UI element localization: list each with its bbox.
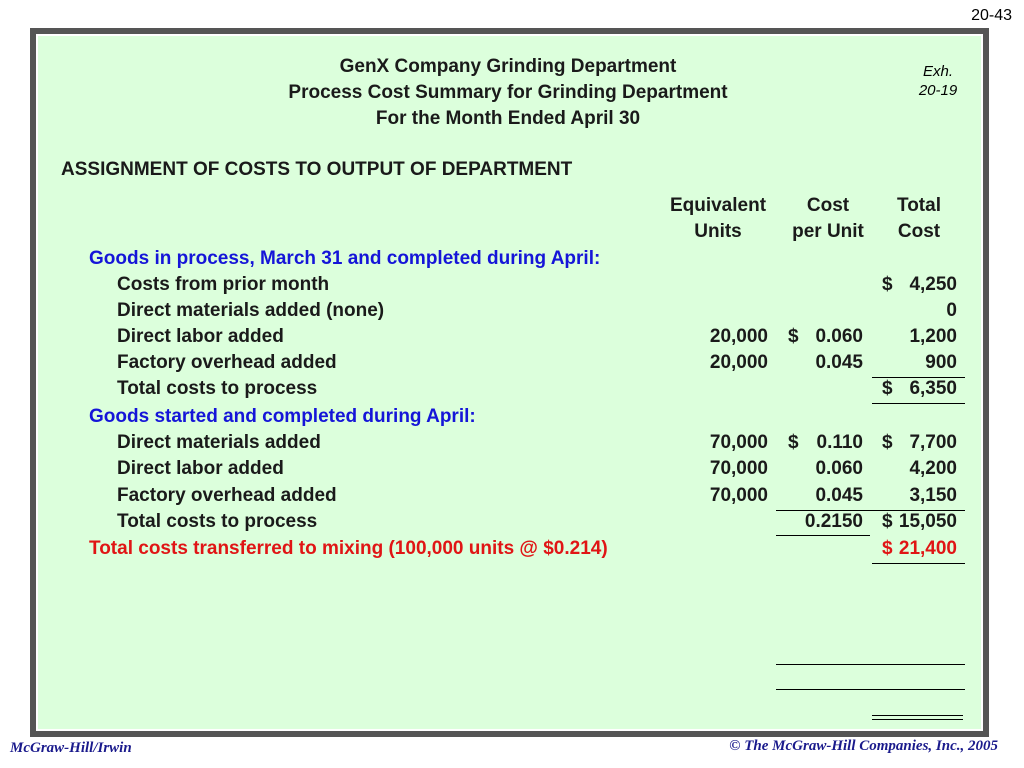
- row-label: Total costs to process: [117, 511, 318, 532]
- double-rule-bottom: [872, 719, 963, 720]
- total-cost: 4,250: [909, 274, 957, 295]
- equivalent-units: 20,000: [709, 326, 768, 347]
- row-label: Factory overhead added: [117, 485, 337, 506]
- cost-per-unit: 0.045: [815, 485, 863, 506]
- total-cost: 6,350: [909, 378, 957, 399]
- double-rule-top: [872, 715, 963, 716]
- section-title: ASSIGNMENT OF COSTS TO OUTPUT OF DEPARTMENT: [61, 159, 573, 180]
- report-title-period: For the Month Ended April 30: [375, 108, 641, 129]
- cost-dollar-sign: $: [788, 326, 799, 347]
- total-dollar-sign: $: [882, 378, 893, 399]
- cost-per-unit: 0.060: [815, 458, 863, 479]
- col-header-units-line1: Equivalent: [669, 195, 767, 216]
- blank-rule: [776, 664, 965, 665]
- equivalent-units: 70,000: [709, 485, 768, 506]
- slide-frame: [30, 28, 989, 737]
- table-row: [38, 432, 978, 458]
- row-label: Factory overhead added: [117, 352, 337, 373]
- total-cost: 7,700: [909, 432, 957, 453]
- total-dollar-sign: $: [882, 274, 893, 295]
- row-label: Direct labor added: [117, 326, 284, 347]
- total-dollar-sign: $: [882, 432, 893, 453]
- col-header-cost-line1: Cost: [806, 195, 850, 216]
- total-dollar-sign: $: [882, 538, 893, 559]
- exhibit-label: Exh.: [922, 63, 953, 80]
- exhibit-number: 20-19: [918, 82, 958, 99]
- report-title-company: GenX Company Grinding Department: [339, 56, 677, 77]
- total-rule: [872, 403, 965, 404]
- table-row: [38, 378, 978, 404]
- total-dollar-sign: $: [882, 511, 893, 532]
- cost-per-unit: 0.110: [816, 432, 863, 453]
- row-label: Total costs transferred to mixing (100,000 units @ $0.214): [89, 538, 608, 559]
- row-label: Costs from prior month: [117, 274, 330, 295]
- table-row: [38, 458, 978, 484]
- total-cost: 4,200: [909, 458, 957, 479]
- row-label: Direct materials added: [117, 432, 321, 453]
- table-row: [38, 326, 978, 352]
- total-cost: 1,200: [909, 326, 957, 347]
- col-header-total-line2: Cost: [897, 221, 941, 242]
- cost-dollar-sign: $: [788, 432, 799, 453]
- col-header-cost-line2: per Unit: [792, 221, 864, 242]
- subtotal-rule: [872, 377, 965, 378]
- table-row: [38, 538, 978, 564]
- equivalent-units: 70,000: [709, 432, 768, 453]
- content-panel: [36, 34, 983, 731]
- publisher-footer: McGraw-Hill/Irwin: [10, 740, 132, 756]
- col-header-units-line2: Units: [694, 221, 742, 242]
- table-row: [38, 485, 978, 511]
- total-cost: 0: [946, 300, 957, 321]
- table-row: [38, 248, 978, 274]
- cost-per-unit: 0.2150: [804, 511, 863, 532]
- col-header-total-line1: Total: [897, 195, 941, 216]
- total-cost: 900: [925, 352, 957, 373]
- total-cost: 3,150: [909, 485, 957, 506]
- row-label: Direct materials added (none): [117, 300, 385, 321]
- slide-number: 20-43: [971, 7, 1012, 24]
- blank-rule: [776, 689, 965, 690]
- copyright-footer: © The McGraw-Hill Companies, Inc., 2005: [729, 738, 998, 754]
- row-label: Total costs to process: [117, 378, 318, 399]
- equivalent-units: 70,000: [709, 458, 768, 479]
- table-row: [38, 352, 978, 378]
- table-row: [38, 300, 978, 326]
- report-title-summary: Process Cost Summary for Grinding Department: [288, 82, 728, 103]
- table-row: [38, 406, 978, 432]
- row-label: Direct labor added: [117, 458, 284, 479]
- total-cost: 21,400: [898, 538, 957, 559]
- row-label: Goods in process, March 31 and completed during April:: [89, 248, 601, 269]
- table-row: [38, 511, 978, 537]
- table-row: [38, 274, 978, 300]
- grand-total-rule: [872, 563, 965, 564]
- cost-per-unit: 0.060: [815, 326, 863, 347]
- total-cost: 15,050: [898, 511, 957, 532]
- row-label: Goods started and completed during April:: [89, 406, 476, 427]
- equivalent-units: 20,000: [709, 352, 768, 373]
- subtotal-rule: [776, 510, 965, 511]
- cost-total-rule: [776, 535, 870, 536]
- cost-per-unit: 0.045: [815, 352, 863, 373]
